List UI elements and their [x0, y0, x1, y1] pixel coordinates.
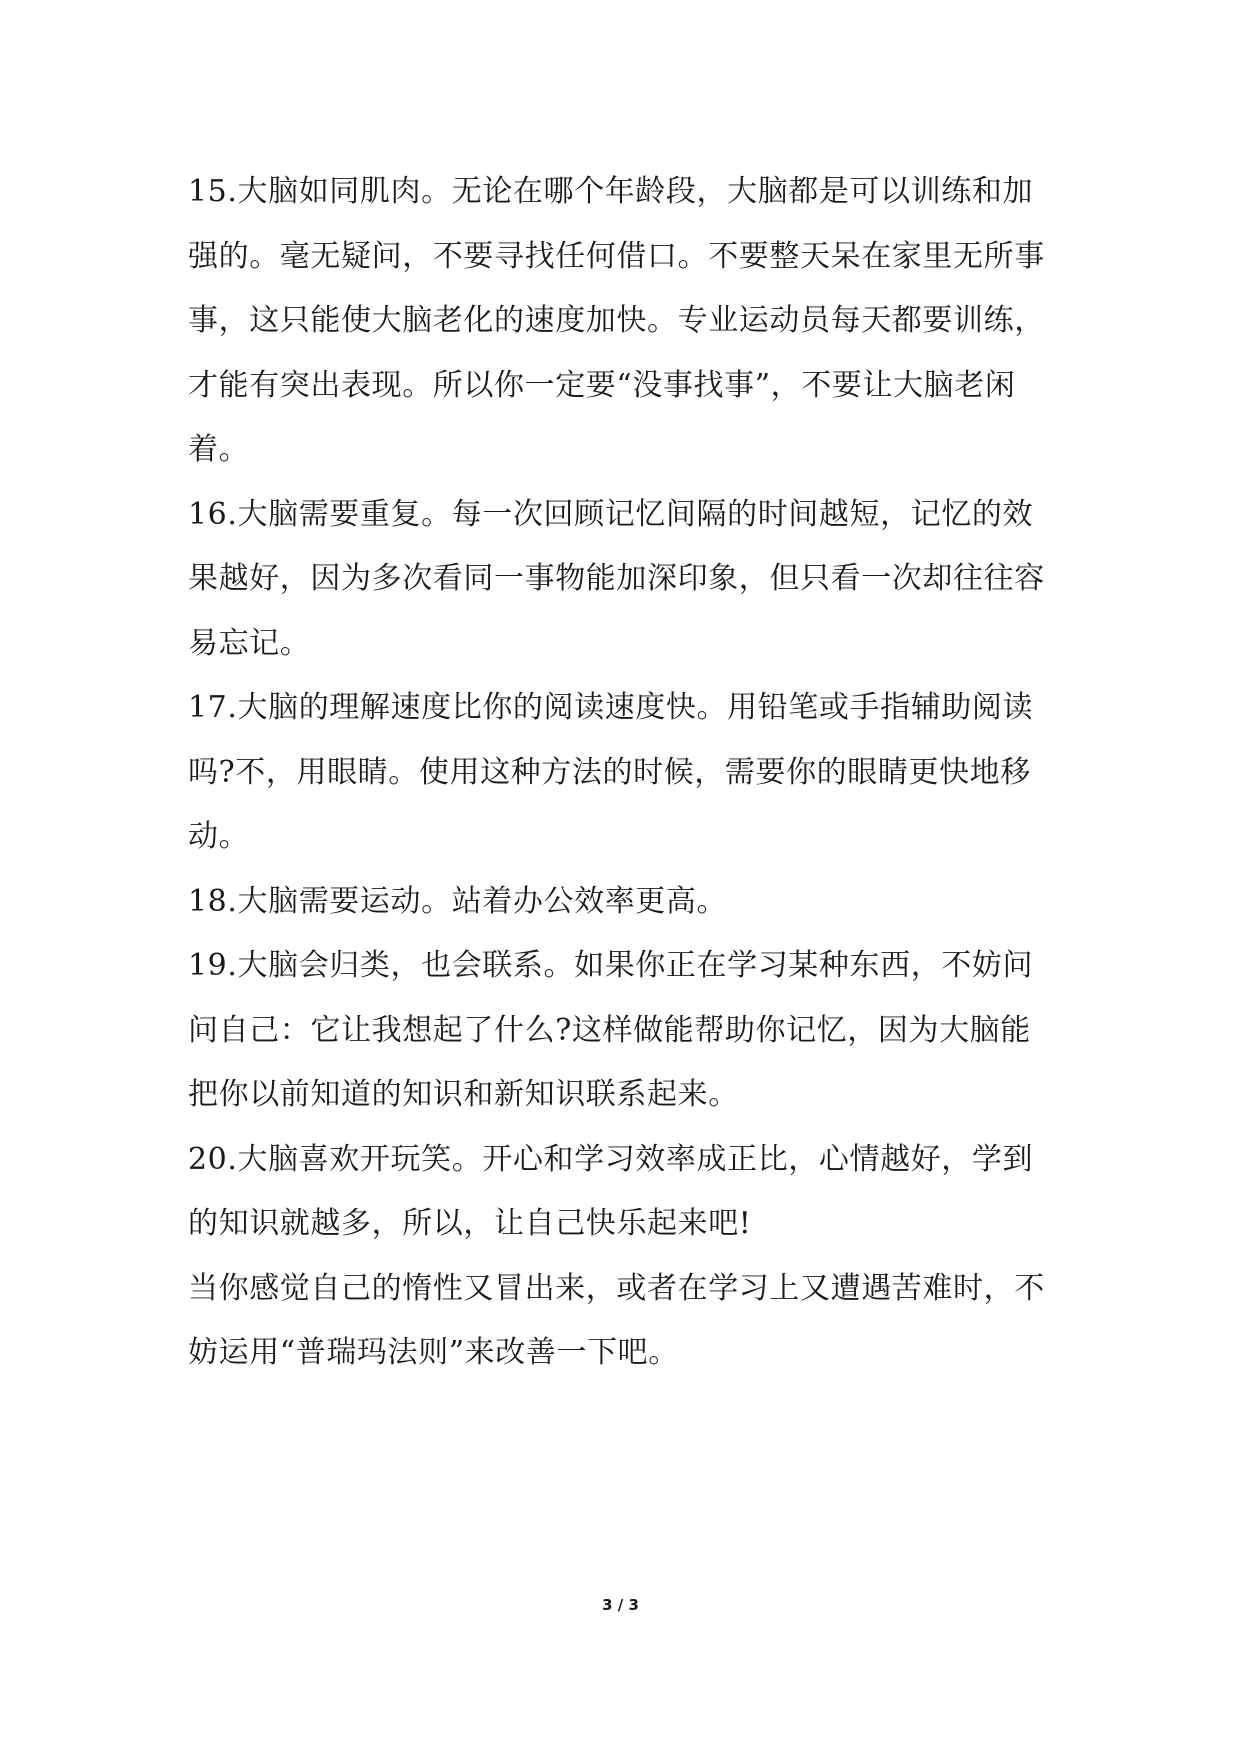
text-line: 的知识就越多，所以，让自己快乐起来吧! — [188, 1206, 752, 1241]
text-line: 15.大脑如同肌肉。无论在哪个年龄段，大脑都是可以训练和加 — [188, 174, 1034, 209]
text-line: 19.大脑会归类，也会联系。如果你正在学习某种东西，不妨问 — [188, 948, 1034, 983]
text-line: 着。 — [188, 432, 250, 467]
text-line: 20.大脑喜欢开玩笑。开心和学习效率成正比，心情越好，学到 — [188, 1141, 1034, 1177]
document-body — [188, 160, 1068, 1386]
text-line: 妨运用“普瑞玛法则”来改善一下吧。 — [188, 1335, 679, 1370]
text-line: 17.大脑的理解速度比你的阅读速度快。用铅笔或手指辅助阅读 — [188, 690, 1034, 725]
text-line: 强的。毫无疑问，不要寻找任何借口。不要整天呆在家里无所事 — [188, 238, 1045, 274]
text-line: 易忘记。 — [188, 625, 311, 661]
text-line: 动。 — [188, 819, 250, 854]
page-number: 3 / 3 — [602, 1596, 639, 1614]
text-line: 16.大脑需要重复。每一次回顾记忆间隔的时间越短，记忆的效 — [188, 496, 1034, 532]
text-line: 才能有突出表现。所以你一定要“没事找事”，不要让大脑老闲 — [188, 367, 1016, 403]
text-line: 吗?不，用眼睛。使用这种方法的时候，需要你的眼睛更快地移 — [188, 754, 1031, 790]
text-line: 果越好，因为多次看同一事物能加深印象，但只看一次却往往容 — [188, 561, 1045, 596]
text-line: 把你以前知道的知识和新知识联系起来。 — [188, 1077, 739, 1112]
text-line: 事，这只能使大脑老化的速度加快。专业运动员每天都要训练， — [188, 303, 1045, 338]
text-line: 当你感觉自己的惰性又冒出来，或者在学习上又遭遇苦难时，不 — [188, 1270, 1045, 1306]
text-line: 18.大脑需要运动。站着办公效率更高。 — [188, 883, 728, 919]
text-line: 问自己：它让我想起了什么?这样做能帮助你记忆，因为大脑能 — [188, 1012, 1031, 1048]
